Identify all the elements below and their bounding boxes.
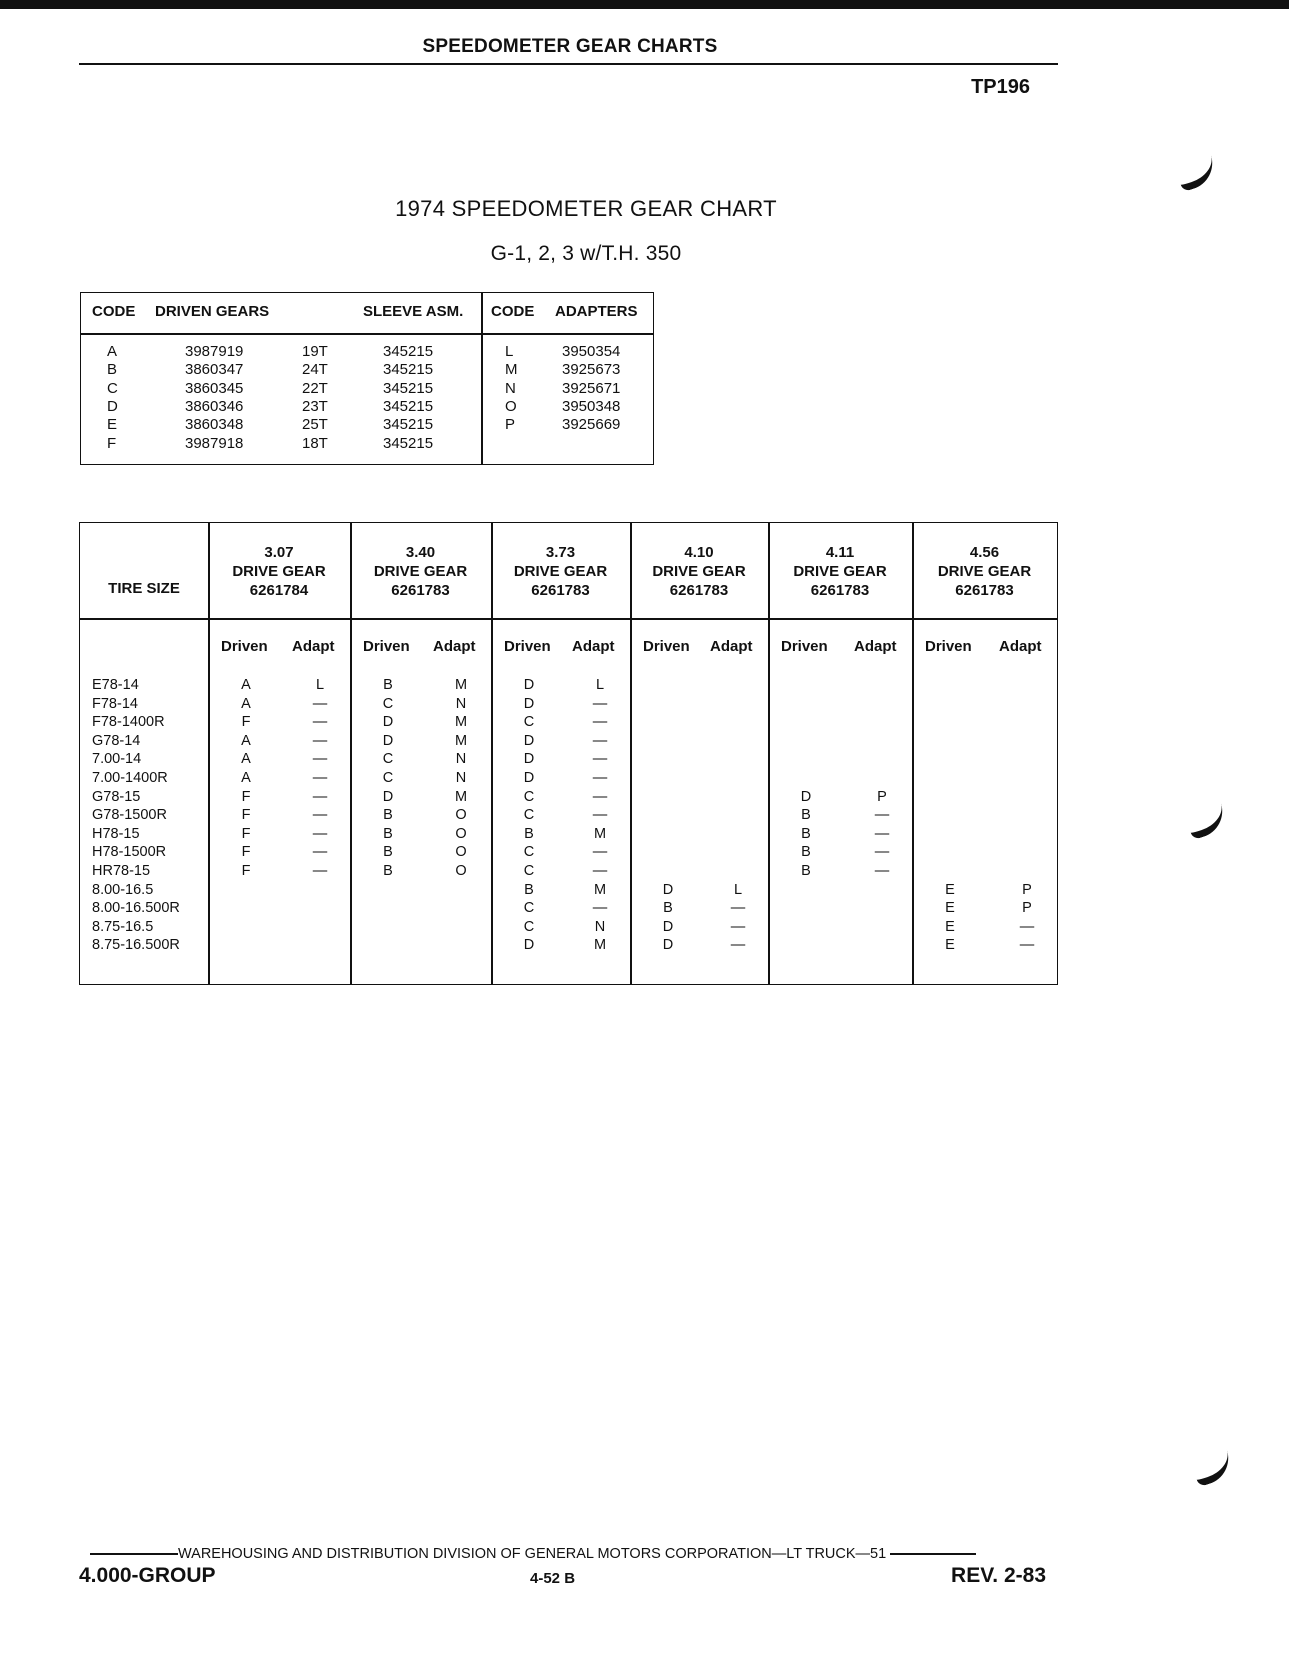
adapter-row	[81, 398, 653, 416]
drive-gear-label: DRIVE GEAR	[793, 563, 887, 580]
gear-code: C	[107, 379, 118, 397]
gear-code: F	[107, 434, 117, 452]
gear-part-number: 3860345	[185, 379, 244, 397]
footer-division: WAREHOUSING AND DISTRIBUTION DIVISION OF GENERAL MOTORS CORPORATION—LT TRUCK—51	[178, 1546, 887, 1562]
page-code: TP196	[971, 76, 1030, 98]
driven-code-cell: F	[241, 825, 251, 842]
drive-gear-part: 6261783	[810, 582, 870, 599]
sleeve-part-number: 345215	[383, 416, 434, 434]
tire-size: G78-1500R	[92, 807, 167, 824]
driven-code-cell: D	[662, 937, 674, 954]
adapt-subheader: Adapt	[433, 638, 476, 655]
adapter-code-cell: —	[312, 807, 328, 824]
adapter-code-cell: O	[455, 863, 467, 879]
driven-code-cell: A	[241, 677, 251, 693]
adapter-code: O	[505, 397, 517, 415]
column-divider	[208, 523, 210, 984]
adapter-code-cell: —	[592, 844, 608, 861]
adapter-code-cell: N	[455, 695, 467, 712]
drive-gear-part: 6261783	[531, 582, 590, 599]
driven-code-cell: B	[383, 863, 393, 879]
adapter-code-cell: M	[593, 881, 607, 898]
adapter-code-cell: —	[312, 788, 328, 805]
driven-code-cell: C	[523, 807, 535, 824]
tire-size-table	[79, 522, 1058, 985]
tire-size: 8.75-16.5	[92, 918, 154, 935]
driven-code-cell: B	[801, 863, 811, 879]
table-divider	[80, 618, 1057, 620]
adapter-row	[81, 416, 653, 434]
tire-size-header: TIRE SIZE	[108, 580, 180, 597]
adapt-subheader: Adapt	[710, 638, 753, 655]
adapter-code-cell: N	[455, 770, 467, 786]
driven-code-cell: C	[382, 751, 394, 768]
adapter-code-cell: —	[730, 937, 746, 954]
footer-revision: REV. 2-83	[951, 1564, 1046, 1587]
drive-gear-part: 6261783	[391, 582, 450, 599]
driven-code-cell: F	[241, 844, 251, 861]
gear-part-number: 3860346	[185, 397, 244, 415]
driven-code-cell: E	[945, 937, 955, 954]
driven-code-cell: C	[523, 844, 535, 861]
driven-code-cell: C	[523, 918, 535, 935]
drive-gear-part: 6261783	[955, 582, 1014, 599]
adapter-code: P	[505, 416, 516, 434]
driven-code-cell: F	[241, 807, 251, 824]
adapter-code-cell: M	[454, 732, 468, 749]
adapter-code: N	[505, 379, 516, 397]
adapter-code-cell: L	[733, 881, 743, 898]
gear-code-table	[80, 292, 654, 465]
gear-code: A	[107, 343, 118, 360]
driven-code-cell: A	[241, 695, 251, 712]
gear-code: B	[107, 361, 118, 379]
adapter-code-cell: L	[315, 677, 325, 693]
adapter-part-number: 3925673	[562, 361, 621, 379]
axle-ratio: 4.11	[825, 544, 855, 561]
tire-size: 7.00-14	[92, 751, 142, 768]
tire-size: 8.75-16.500R	[92, 937, 180, 954]
adapter-code-cell: —	[312, 732, 328, 749]
adapter-code-cell: —	[312, 825, 328, 842]
driven-code-cell: C	[523, 788, 535, 805]
driven-code-cell: C	[523, 714, 535, 731]
driven-subheader: Driven	[363, 638, 410, 655]
adapter-code-cell: —	[312, 751, 328, 768]
drive-gear-label: DRIVE GEAR	[232, 563, 326, 580]
driven-code-cell: D	[523, 770, 535, 786]
adapter-code-cell: M	[454, 788, 468, 805]
drive-gear-part: 6261783	[669, 582, 729, 599]
driven-subheader: Driven	[781, 638, 828, 655]
adapter-code: M	[505, 361, 518, 379]
driven-code-cell: B	[383, 807, 393, 824]
driven-code-cell: B	[383, 825, 393, 842]
column-divider	[491, 523, 493, 984]
axle-ratio: 4.10	[684, 544, 714, 561]
tire-size: H78-1500R	[92, 844, 167, 861]
driven-code-cell: A	[241, 732, 251, 749]
adapter-code-cell: N	[594, 918, 606, 935]
driven-code-cell: B	[801, 844, 811, 861]
driven-code-cell: D	[523, 695, 535, 712]
driven-code-cell: A	[241, 751, 251, 768]
adapter-code-cell: M	[454, 714, 468, 731]
driven-subheader: Driven	[504, 638, 551, 655]
adapter-code-cell: O	[455, 807, 467, 824]
adapter-code-cell: —	[730, 918, 746, 935]
tire-size: G78-14	[92, 732, 141, 749]
driven-code-cell: E	[945, 881, 955, 898]
tire-size: 7.00-1400R	[92, 770, 168, 786]
tire-size: F78-14	[92, 695, 138, 712]
driven-code-cell: D	[382, 714, 394, 731]
adapter-code-cell: M	[593, 937, 607, 954]
column-header: CODE	[92, 303, 136, 320]
drive-gear-part: 6261784	[249, 582, 309, 599]
gear-part-number: 3860348	[185, 416, 244, 434]
driven-code-cell: E	[945, 900, 955, 917]
tire-size: HR78-15	[92, 863, 151, 879]
footer-page-number: 4-52 B	[530, 1570, 576, 1587]
adapter-code-cell: —	[874, 807, 890, 824]
gear-code: E	[107, 416, 118, 434]
driven-subheader: Driven	[643, 638, 690, 655]
adapter-code-cell: —	[592, 732, 608, 749]
driven-code-cell: B	[383, 844, 393, 861]
axle-ratio: 3.73	[545, 544, 576, 561]
tire-size: H78-15	[92, 825, 140, 842]
adapter-code-cell: M	[454, 677, 468, 693]
ratio-column-header	[630, 543, 768, 600]
adapter-row	[81, 343, 653, 361]
adapter-code-cell: —	[730, 900, 746, 917]
gear-teeth: 25T	[302, 416, 328, 434]
footer-dash	[890, 1553, 976, 1555]
adapter-code-cell: P	[1022, 881, 1032, 898]
adapter-code-cell: N	[455, 751, 467, 768]
driven-code-cell: F	[241, 788, 251, 805]
adapter-code-cell: L	[595, 677, 605, 693]
adapter-code-cell: —	[592, 788, 608, 805]
tire-size: 8.00-16.5	[92, 881, 154, 898]
axle-ratio: 4.56	[969, 544, 1000, 561]
driven-code-cell: D	[382, 788, 394, 805]
adapter-code-cell: M	[593, 825, 607, 842]
ratio-column-header	[208, 543, 350, 600]
tire-size: 8.00-16.500R	[92, 900, 180, 917]
column-divider	[768, 523, 770, 984]
driven-code-cell: F	[241, 863, 251, 879]
binder-hole-top	[1175, 155, 1219, 192]
column-header: SLEEVE ASM.	[363, 303, 464, 320]
driven-code-cell: B	[663, 900, 673, 917]
binder-hole-middle	[1185, 803, 1229, 840]
driven-code-cell: C	[523, 900, 535, 917]
driven-code-cell: E	[945, 918, 955, 935]
adapter-code-cell: P	[1022, 900, 1032, 917]
adapter-code-cell: —	[874, 825, 890, 842]
adapter-code-cell: —	[1019, 918, 1035, 935]
driven-code-cell: D	[382, 732, 394, 749]
adapter-code-cell: —	[592, 807, 608, 824]
ratio-column-header	[350, 543, 491, 600]
footer-dash	[90, 1553, 178, 1555]
gear-teeth: 24T	[302, 361, 328, 379]
column-header: DRIVEN GEARS	[155, 303, 270, 320]
driven-subheader: Driven	[925, 638, 972, 655]
gear-part-number: 3987918	[185, 434, 244, 452]
column-divider	[912, 523, 914, 984]
sleeve-part-number: 345215	[383, 361, 434, 379]
adapter-code-cell: —	[874, 844, 890, 861]
gear-part-number: 3987919	[185, 343, 244, 360]
adapter-code-cell: —	[312, 714, 328, 731]
adapter-part-number: 3950354	[562, 343, 621, 360]
driven-code-cell: B	[801, 807, 811, 824]
gear-teeth: 22T	[302, 379, 328, 397]
driven-code-cell: D	[523, 677, 535, 693]
tire-size: G78-15	[92, 788, 141, 805]
drive-gear-label: DRIVE GEAR	[373, 563, 468, 580]
top-edge-bar	[0, 0, 1289, 9]
adapter-code-cell: —	[312, 863, 328, 879]
ratio-column-header	[912, 543, 1057, 600]
drive-gear-label: DRIVE GEAR	[937, 563, 1032, 580]
ratio-column-header	[491, 543, 630, 600]
column-header: ADAPTERS	[555, 303, 638, 320]
chart-title: 1974 SPEEDOMETER GEAR CHART	[395, 196, 777, 221]
chart-subtitle: G-1, 2, 3 w/T.H. 350	[490, 242, 682, 265]
driven-code-cell: B	[524, 881, 534, 898]
ratio-column-header	[768, 543, 912, 600]
adapter-code-cell: —	[592, 751, 608, 768]
driven-code-cell: A	[241, 770, 251, 786]
tire-size: E78-14	[92, 677, 139, 693]
adapter-code: L	[505, 343, 514, 360]
gear-part-number: 3860347	[185, 361, 244, 379]
adapter-code-cell: —	[592, 695, 608, 712]
axle-ratio: 3.07	[264, 544, 294, 561]
column-divider	[350, 523, 352, 984]
adapter-code-cell: —	[592, 770, 608, 786]
adapter-code-cell: O	[455, 844, 467, 861]
header-rule	[79, 63, 1058, 65]
driven-code-cell: D	[662, 881, 674, 898]
gear-code: D	[107, 397, 118, 415]
driven-code-cell: B	[383, 677, 393, 693]
driven-code-cell: C	[382, 695, 394, 712]
adapter-code-cell: —	[592, 863, 608, 879]
driven-code-cell: F	[241, 714, 251, 731]
gear-teeth: 18T	[302, 434, 328, 452]
page-header: SPEEDOMETER GEAR CHARTS	[422, 36, 718, 57]
adapter-code-cell: P	[877, 788, 887, 805]
driven-code-cell: C	[382, 770, 394, 786]
adapter-code-cell: O	[455, 825, 467, 842]
axle-ratio: 3.40	[405, 544, 436, 561]
adapter-code-cell: —	[312, 695, 328, 712]
footer-division-line	[90, 1546, 1050, 1562]
gear-teeth: 23T	[302, 397, 328, 415]
column-header: CODE	[491, 303, 535, 320]
adapter-part-number: 3925669	[562, 416, 621, 434]
driven-code-cell: D	[523, 751, 535, 768]
gear-row	[81, 435, 653, 453]
driven-subheader: Driven	[221, 638, 268, 655]
gear-teeth: 19T	[302, 343, 328, 360]
table-divider	[81, 333, 653, 335]
sleeve-part-number: 345215	[383, 397, 434, 415]
footer-group: 4.000-GROUP	[79, 1564, 216, 1587]
adapt-subheader: Adapt	[292, 638, 335, 655]
driven-code-cell: D	[800, 788, 812, 805]
adapt-subheader: Adapt	[572, 638, 615, 655]
drive-gear-label: DRIVE GEAR	[652, 563, 746, 580]
drive-gear-label: DRIVE GEAR	[513, 563, 608, 580]
sleeve-part-number: 345215	[383, 434, 434, 452]
binder-hole-bottom	[1191, 1450, 1235, 1487]
adapter-row	[81, 380, 653, 398]
adapter-part-number: 3925671	[562, 379, 621, 397]
driven-code-cell: D	[662, 918, 674, 935]
driven-code-cell: B	[524, 825, 534, 842]
adapter-code-cell: —	[592, 714, 608, 731]
adapter-row	[81, 361, 653, 379]
driven-code-cell: D	[523, 732, 535, 749]
adapter-code-cell: —	[1019, 937, 1035, 954]
adapter-code-cell: —	[874, 863, 890, 879]
adapt-subheader: Adapt	[999, 638, 1042, 655]
driven-code-cell: D	[523, 937, 535, 954]
sleeve-part-number: 345215	[383, 343, 434, 360]
adapter-code-cell: —	[312, 770, 328, 786]
adapter-code-cell: —	[312, 844, 328, 861]
adapter-code-cell: —	[592, 900, 608, 917]
adapter-part-number: 3950348	[562, 397, 621, 415]
tire-size: F78-1400R	[92, 714, 165, 731]
adapt-subheader: Adapt	[854, 638, 897, 655]
sleeve-part-number: 345215	[383, 379, 434, 397]
driven-code-cell: C	[523, 863, 535, 879]
driven-code-cell: B	[801, 825, 811, 842]
column-divider	[630, 523, 632, 984]
